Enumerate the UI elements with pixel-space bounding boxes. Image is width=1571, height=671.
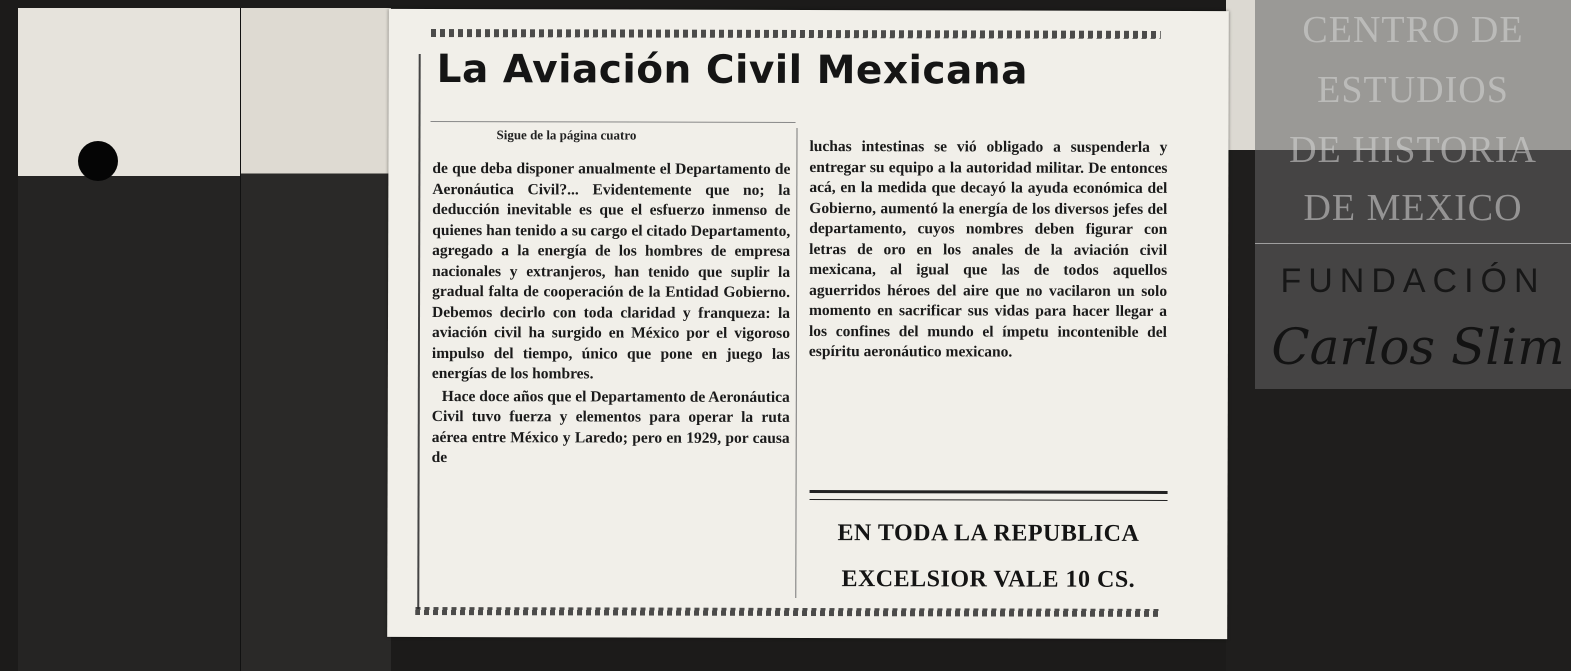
paragraph: de que deba disponer anualmente el Departamento de Aeronáutica Civil?... Evidentemente que no; la deducción inevitable es que el esfuerzo inmenso de quienes han tenido a su cargo el citado Departamento, agregado a la energía de los hombres de empresa nacionales y extranjeros, han tenido que suplir la gradual falta de cooperación de la Entidad Gobierno. Debemos decirlo con toda claridad y franqueza: la aviación civil ha surgido en México por el vigoroso impulso del tiempo, único que pone en juego las energías de los hombres. xyxy=(431,160,791,383)
continuation-note: Sigue de la página cuatro xyxy=(496,127,637,143)
right-column xyxy=(809,137,1168,363)
watermark-line: DE MEXICO xyxy=(1303,187,1523,229)
watermark xyxy=(1255,0,1571,389)
paragraph: luchas intestinas se vió obligado a suspenderla y entregar su equipo a la autoridad militar. De entonces acá, en la medida que decayó la ayuda económica del Gobierno, aumentó la energía de los diversos jefes del departamento, cuyos nombres deben figurar con letras de oro en los anales de la aviación civil mexicana, al igual que las de todos aquellos aguerridos héroes del aire que no vacilaron un solo momento en sacrificar sus vidas para hacer llegar a los confines del mundo el ímpetu incontenible del espíritu aeronáutico mexicano. xyxy=(808,138,1168,361)
left-column xyxy=(432,159,791,469)
newspaper-clipping xyxy=(387,9,1229,639)
watermark-line: DE HISTORIA xyxy=(1289,129,1537,171)
left-column-rule xyxy=(417,54,420,609)
album-page-middle xyxy=(240,8,391,671)
punch-hole xyxy=(78,141,118,181)
top-wavy-rule xyxy=(431,29,1161,39)
paragraph: Hace doce años que el Departamento de Aeronáutica Civil tuvo fuerza y elementos para operar la ruta aérea entre México y Laredo; pero en 1929, por causa de xyxy=(431,387,790,467)
ad-divider xyxy=(810,490,1168,501)
album-page-left-light xyxy=(18,8,240,176)
ad-line-1: EN TODA LA REPUBLICA xyxy=(837,520,1140,547)
column-divider xyxy=(795,128,797,598)
watermark-foundation: FUNDACIÓN xyxy=(1280,262,1546,300)
headline: La Aviación Civil Mexicana xyxy=(436,47,1029,94)
watermark-signature: Carlos Slim xyxy=(1271,318,1565,376)
watermark-line: CENTRO DE xyxy=(1302,9,1524,51)
watermark-divider xyxy=(1255,243,1571,244)
album-page-left-dark xyxy=(18,176,240,671)
watermark-line: ESTUDIOS xyxy=(1317,69,1509,111)
ad-line-2: EXCELSIOR VALE 10 CS. xyxy=(841,566,1136,593)
subhead-rule xyxy=(431,121,796,123)
bottom-wavy-rule xyxy=(415,607,1160,617)
